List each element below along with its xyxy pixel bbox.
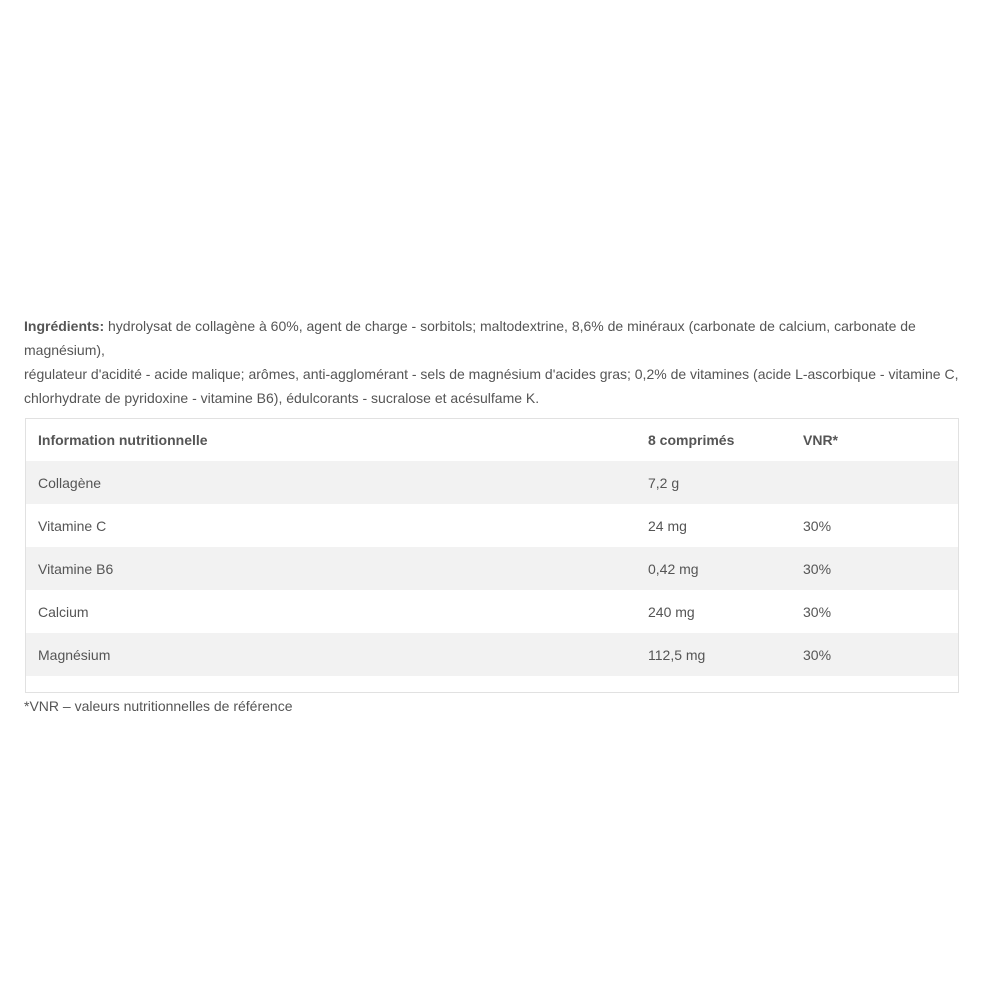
table-header-row [26,419,958,461]
nutrient-vnr: 30% [803,603,832,620]
nutrient-amount: 7,2 g [648,474,680,491]
table-row [26,590,958,633]
ingredients-label: Ingrédients: [24,318,105,334]
product-details [24,314,964,714]
nutrient-vnr: 30% [803,517,832,534]
header-quantity: 8 comprimés [648,432,735,448]
nutrient-amount: 112,5 mg [648,646,706,663]
header-information: Information nutritionnelle [38,432,208,448]
nutrition-table-container [25,418,959,693]
table-row [26,633,958,676]
table-row [26,504,958,547]
table-row [26,461,958,504]
ingredients-text-line-2: régulateur d'acidité - acide malique; arômes, anti-agglomérant - sels de magnésium d'acides gras; 0,2% de vitamines (acide L-ascorbique - vitamine C, [24,366,959,382]
ingredients-paragraph [24,314,964,410]
nutrient-name: Vitamine C [38,517,107,534]
nutrient-vnr: 30% [803,646,832,663]
nutrient-vnr: 30% [803,560,832,577]
nutrient-amount: 24 mg [648,517,687,534]
nutrition-table [26,419,958,676]
table-row [26,547,958,590]
nutrient-vnr [803,461,958,504]
ingredients-text-line-1: hydrolysat de collagène à 60%, agent de charge - sorbitols; maltodextrine, 8,6% de minéraux (carbonate de calcium, carbonate de magnésium), [24,318,916,358]
nutrient-name: Collagène [38,474,102,491]
ingredients-text-line-3: chlorhydrate de pyridoxine - vitamine B6), édulcorants - sucralose et acésulfame K. [24,390,540,406]
header-vnr: VNR* [803,432,839,448]
nutrient-name: Magnésium [38,646,111,663]
nutrient-amount: 0,42 mg [648,560,699,577]
vnr-footnote: *VNR – valeurs nutritionnelles de référence [24,698,293,714]
nutrient-name: Vitamine B6 [38,560,114,577]
nutrient-amount: 240 mg [648,603,695,620]
nutrient-name: Calcium [38,603,89,620]
